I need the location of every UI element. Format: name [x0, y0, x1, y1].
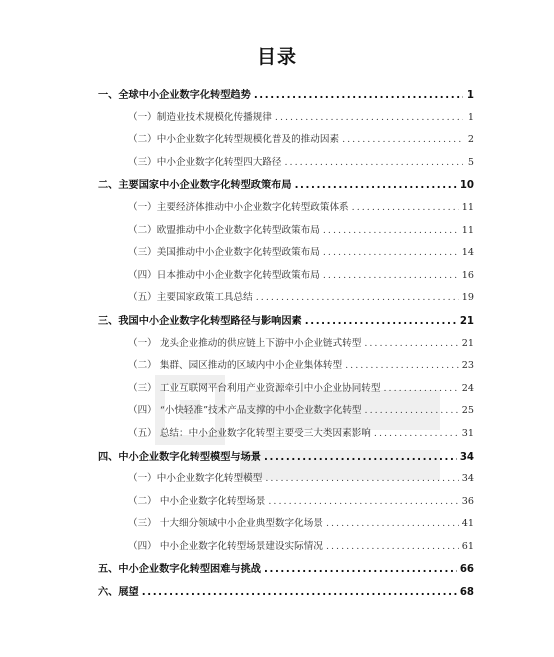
toc-page-number: 5 — [467, 156, 474, 168]
toc-page-number: 2 — [467, 134, 474, 146]
toc-dot-leader — [352, 202, 459, 213]
toc-dot-leader — [305, 316, 457, 327]
toc-page-number: 34 — [461, 473, 474, 485]
toc-chapter-entry[interactable] — [98, 86, 474, 109]
toc-section-entry[interactable] — [98, 154, 474, 177]
toc-section-entry[interactable] — [98, 470, 474, 493]
toc-page-number: 1 — [466, 90, 474, 101]
toc-chapter-entry[interactable] — [98, 312, 474, 335]
toc-page-number: 31 — [461, 427, 474, 439]
toc-page-number: 16 — [461, 269, 474, 281]
toc-entry-label: （三）美国推动中小企业数字化转型政策布局 — [128, 247, 320, 259]
toc-page-number: 36 — [461, 495, 474, 507]
toc-section-entry[interactable] — [98, 538, 474, 561]
toc-page-number: 21 — [459, 315, 474, 327]
toc-page-number: 25 — [461, 405, 474, 417]
toc-chapter-entry[interactable] — [98, 560, 474, 583]
toc-entry-label: （四）日本推动中小企业数字化转型政策布局 — [128, 269, 320, 281]
toc-dot-leader — [142, 587, 457, 598]
toc-dot-leader — [285, 157, 464, 168]
toc-section-entry[interactable] — [98, 402, 474, 425]
toc-section-entry[interactable] — [98, 222, 474, 245]
toc-section-entry[interactable] — [98, 244, 474, 267]
toc-page-number: 14 — [461, 247, 474, 259]
toc-dot-leader — [256, 292, 459, 303]
toc-page-number: 61 — [461, 540, 474, 552]
toc-entry-label: （三）中小企业数字化转型四大路径 — [128, 156, 282, 168]
toc-section-entry[interactable] — [98, 380, 474, 403]
toc-page-number: 68 — [459, 587, 474, 599]
toc-page-number: 1 — [467, 111, 474, 123]
toc-section-entry[interactable] — [98, 199, 474, 222]
toc-page-number: 66 — [459, 564, 474, 576]
toc-entry-label: （二） 中小企业数字化转型场景 — [128, 495, 266, 507]
page-title: 目录 — [256, 46, 297, 68]
toc-section-entry[interactable] — [98, 515, 474, 538]
toc-section-entry[interactable] — [98, 131, 474, 154]
toc-entry-label: 五、中小企业数字化转型困难与挑战 — [98, 564, 261, 576]
toc-dot-leader — [326, 541, 459, 552]
toc-entry-label: （五）主要国家政策工具总结 — [128, 292, 253, 304]
toc-entry-label: （四） 中小企业数字化转型场景建设实际情况 — [128, 540, 323, 552]
toc-entry-label: （一）主要经济体推动中小企业数字化转型政策体系 — [128, 201, 349, 213]
toc-page-number: 23 — [461, 360, 474, 372]
toc-section-entry[interactable] — [98, 267, 474, 290]
toc-dot-leader — [268, 496, 458, 507]
toc-dot-leader — [384, 383, 459, 394]
toc-page-number: 10 — [459, 180, 474, 192]
toc-entry-label: （二） 集群、园区推动的区域内中小企业集体转型 — [128, 360, 343, 372]
toc-chapter-entry[interactable] — [98, 583, 474, 606]
toc-section-entry[interactable] — [98, 493, 474, 516]
toc-dot-leader — [264, 452, 457, 463]
toc-dot-leader — [345, 360, 459, 371]
toc-entry-label: （一）中小企业数字化转型模型 — [128, 473, 263, 485]
toc-dot-leader — [374, 428, 459, 439]
toc-entry-label: 一、全球中小企业数字化转型趋势 — [98, 90, 251, 101]
toc-chapter-entry[interactable] — [98, 176, 474, 199]
toc-dot-leader — [323, 247, 459, 258]
toc-dot-leader — [323, 225, 459, 236]
toc-section-entry[interactable] — [98, 289, 474, 312]
toc-entry-label: 六、展望 — [98, 587, 139, 599]
toc-dot-leader — [254, 90, 463, 101]
toc-page-number: 11 — [461, 224, 474, 236]
toc-entry-label: （三） 工业互联网平台利用产业资源牵引中小企业协同转型 — [128, 382, 381, 394]
toc-dot-leader — [295, 180, 457, 191]
toc-section-entry[interactable] — [98, 425, 474, 448]
toc-entry-label: （二）中小企业数字化转型规模化普及的推动因素 — [128, 134, 340, 146]
toc-dot-leader — [342, 134, 463, 145]
toc-dot-leader — [365, 405, 459, 416]
toc-entry-label: （五） 总结：中小企业数字化转型主要受三大类因素影响 — [128, 427, 371, 439]
toc-entry-label: （一） 龙头企业推动的供应链上下游中小企业链式转型 — [128, 337, 362, 349]
toc-dot-leader — [265, 473, 458, 484]
toc-section-entry[interactable] — [98, 335, 474, 358]
toc-entry-label: 三、我国中小企业数字化转型路径与影响因素 — [98, 315, 302, 327]
toc-entry-label: 四、中小企业数字化转型模型与场景 — [98, 451, 261, 463]
toc-page-number: 34 — [459, 451, 474, 463]
toc-page-number: 21 — [461, 337, 474, 349]
toc-dot-leader — [364, 338, 458, 349]
toc-page-number: 11 — [461, 201, 474, 213]
toc-section-entry[interactable] — [98, 357, 474, 380]
toc-dot-leader — [275, 112, 463, 123]
toc-entry-label: （一）制造业技术规模化传播规律 — [128, 111, 272, 123]
toc-dot-leader — [264, 564, 457, 575]
toc-dot-leader — [326, 518, 459, 529]
toc-dot-leader — [323, 270, 459, 281]
toc-page-number: 19 — [461, 292, 474, 304]
toc-page-number: 41 — [461, 518, 474, 530]
toc-page-number: 24 — [461, 382, 474, 394]
toc-entry-label: （四） “小快轻准”技术产品支撑的中小企业数字化转型 — [128, 405, 362, 417]
toc-chapter-entry[interactable] — [98, 448, 474, 471]
toc-entry-label: （三） 十大细分领域中小企业典型数字化场景 — [128, 518, 323, 530]
toc-entry-label: 二、主要国家中小企业数字化转型政策布局 — [98, 180, 292, 192]
table-of-contents — [98, 86, 474, 606]
toc-entry-label: （二）欧盟推动中小企业数字化转型政策布局 — [128, 224, 320, 236]
toc-section-entry[interactable] — [98, 109, 474, 132]
